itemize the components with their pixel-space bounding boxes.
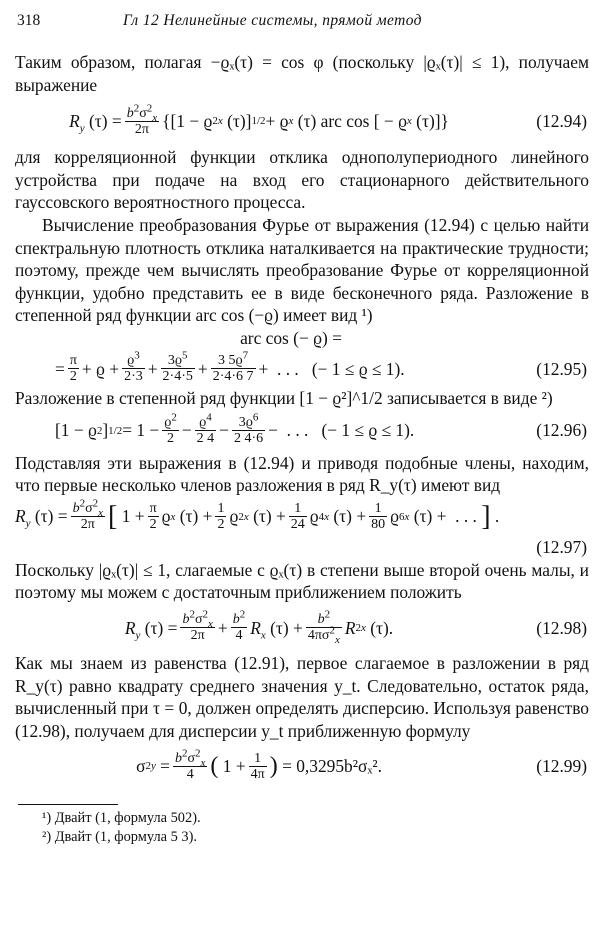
equation-12-96-math: [1 − ϱ 2 ] 1/2 = 1 − $\frac{ϱ^2}{2}$ − $\frac{ϱ^4}{2 4}$ − $\frac{3ϱ^6}{2 4\cdot 6}$ − . . . (− 1 ≤ ϱ ≤ 1). (55, 411, 415, 447)
equation-12-95-lead: arc cos (− ϱ) = (240, 327, 342, 348)
footnote-rule (18, 804, 118, 805)
running-title: Гл 12 Нелинейные системы, прямой метод (123, 12, 422, 29)
paragraph-1: Таким образом, полагая −ϱₓ(τ) = cos φ (поскольку |ϱₓ(τ)| ≤ 1), получаем выражение (15, 52, 589, 95)
equation-12-96 (15, 410, 589, 452)
equation-number-12-96: (12.96) (536, 420, 587, 441)
paragraph-6: Поскольку |ϱₓ(τ)| ≤ 1, слагаемые с ϱₓ(τ) в степени выше второй очень малы, и поэтому мы можем с достаточным приближением положить (15, 559, 589, 603)
page-number: 318 (17, 12, 41, 29)
equation-number-12-98: (12.98) (536, 617, 587, 638)
equation-12-94-math: $R_y$ (τ) = $\frac{b^2\sigma^2_x}{2\pi}$ {[1 − ϱ 2 x (τ)] 1/2 + ϱ x (τ) arc cos [ − ϱ x (τ)]} (69, 102, 449, 137)
paragraph-3: Вычисление преобразования Фурье от выражения (12.94) с целью найти спектральную плотность отклика наталкивается на практические трудности; поэтому, прежде чем вычислять преобразование Фурье от корреляционной функции, удобно представить ее в виде бесконечного ряда. Разложение в степенной ряд функции arc cos (−ϱ) имеет вид ¹) (15, 214, 589, 326)
equation-12-95-range: (− 1 ≤ ϱ ≤ 1). (311, 358, 405, 379)
equation-number-12-99: (12.99) (536, 755, 587, 776)
paragraph-2: для корреляционной функции отклика однополупериодного линейного устройства при подаче на вход его стационарного действительного гауссовского вероятностного процесса. (15, 147, 589, 213)
equation-number-12-95: (12.95) (536, 358, 587, 379)
equation-12-95-math: = $\frac{\pi}{2}$ + ϱ + $\frac{ϱ^3}{2\cdot 3}$ + $\frac{3ϱ^5}{2\cdot 4\cdot 5}$ + $\frac{3 5ϱ^7}{2\cdot 4\cdot 6 7}$ + . . . (− 1 ≤ ϱ ≤ 1). (55, 349, 405, 385)
equation-12-99-result: = 0,3295b²σₓ². (282, 755, 382, 776)
paragraph-7: Как мы знаем из равенства (12.91), первое слагаемое в разложении в ряд R_y(τ) равно квадрату среднего значения y_t. Следовательно, остаток ряда, вычисленный при τ = 0, должен определять дисперсию. Используя равенство (12.98), получаем для дисперсии y_t приближенную формулу (15, 652, 589, 741)
equation-12-97 (15, 497, 589, 559)
equation-12-98-math: $R_y$ (τ) = $\frac{b^2\sigma^2_x}{2\pi}$ + $\frac{b^2}{4}$ $R_x$ (τ) + $\frac{b^2}{4\pi\sigma^2_x}$ R 2 x (τ). (124, 608, 394, 647)
equation-12-94 (15, 96, 589, 146)
footnote-1: ¹) Двайт (1, формула 502). (42, 810, 201, 827)
equation-number-12-97: (12.97) (536, 537, 587, 558)
running-header (15, 8, 589, 34)
equation-12-98 (15, 604, 589, 652)
equation-12-97-math: $R_y$ (τ) = $\frac{b^2\sigma^2_x}{2\pi}$ [ 1 + $\frac{\pi}{2}$ ϱ x (τ) + $\frac{1}{2}$ ϱ 2 x (τ) + $\frac{1}{24}$ ϱ 4 x (τ) + $\frac{1}{80}$ ϱ 6 x (τ) + . . . ] . (15, 497, 500, 533)
equation-12-96-range: (− 1 ≤ ϱ ≤ 1). (321, 420, 415, 441)
equation-12-95 (15, 327, 589, 387)
equation-12-99-math: σ 2 y = $\frac{b^2\sigma^2_x}{4}$ ( 1 + $\frac{1}{4\pi}$ ) = 0,3295b²σₓ². (136, 747, 382, 782)
book-page (15, 8, 589, 847)
paragraph-4: Разложение в степенной ряд функции [1 − ϱ²]^1/2 записывается в виде ²) (15, 387, 553, 408)
equation-12-99 (15, 742, 589, 790)
footnote-2: ²) Двайт (1, формула 5 3). (42, 829, 197, 846)
paragraph-5: Подставляя эти выражения в (12.94) и приводя подобные члены, находим, что первые несколько членов разложения в ряд R_y(τ) имеют вид (15, 452, 589, 496)
equation-number-12-94: (12.94) (536, 110, 587, 131)
